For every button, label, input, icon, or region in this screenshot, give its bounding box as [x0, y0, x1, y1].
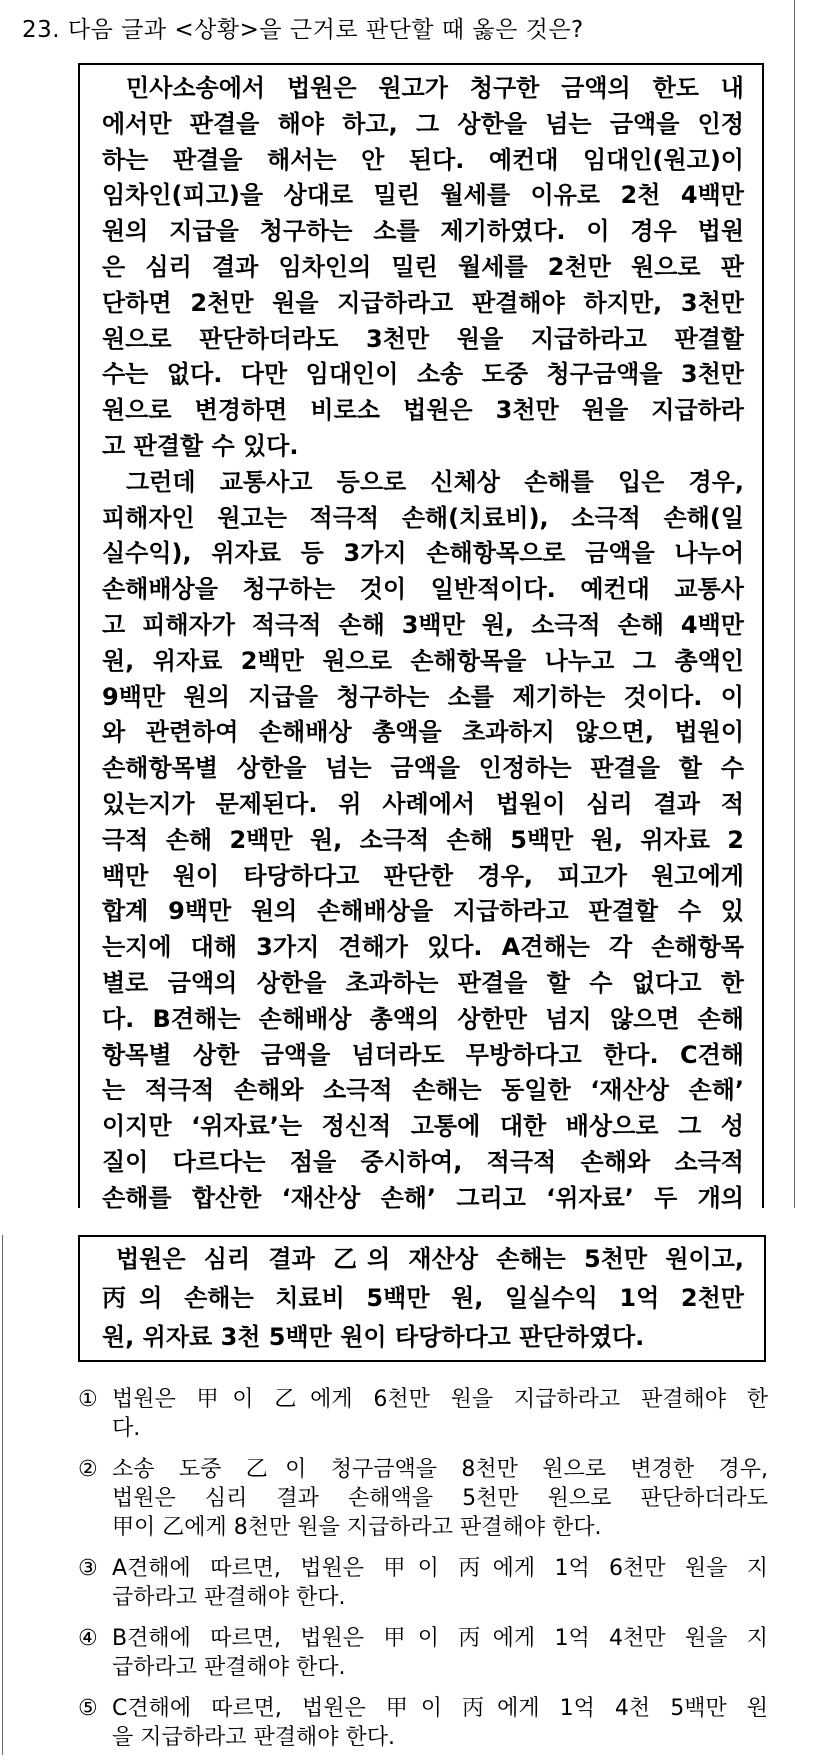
answer-option-2[interactable]: [78, 1455, 768, 1542]
answer-option-4[interactable]: [78, 1624, 768, 1682]
passage-line: 수는 없다. 다만 임대인이 소송 도중 청구금액을 3천만: [102, 360, 744, 389]
passage-line: 손해항목별 상한을 넘는 금액을 인정하는 판결을 할 수: [102, 754, 744, 783]
passage-line: 합계 9백만 원의 손해배상을 지급하라고 판결할 수 있: [102, 897, 744, 926]
passage-line: 고 피해자가 적극적 손해 3백만 원, 소극적 손해 4백만: [102, 610, 744, 639]
passage-line: 백만 원이 타당하다고 판단한 경우, 피고가 원고에게: [102, 861, 744, 890]
option-text-line: 소송 도중 乙이 청구금액을 8천만 원으로 변경한 경우,: [112, 1457, 768, 1482]
option-number: ⑤: [78, 1696, 98, 1721]
passage-line: 별로 금액의 상한을 초과하는 판결을 할 수 없다고 한: [102, 968, 744, 997]
passage-line: 피해자인 원고는 적극적 손해(치료비), 소극적 손해(일: [102, 503, 744, 532]
passage-line: 는지에 대해 3가지 견해가 있다. A견해는 각 손해항목: [102, 933, 744, 962]
option-text-line: 甲이 乙에게 8천만 원을 지급하라고 판결해야 한다.: [112, 1515, 602, 1540]
passage-line: 항목별 상한 금액을 넘더라도 무방하다고 한다. C견해: [102, 1040, 744, 1069]
answer-options: [78, 1385, 768, 1764]
passage-box: [78, 63, 764, 1212]
passage-line: 극적 손해 2백만 원, 소극적 손해 5백만 원, 위자료 2: [102, 825, 744, 854]
passage-line: 고 판결할 수 있다.: [102, 431, 299, 460]
passage-line: 손해를 합산한 ‘재산상 손해’ 그리고 ‘위자료’ 두 개의: [102, 1183, 744, 1212]
passage-line: 9백만 원의 지급을 청구하는 소를 제기하는 것이다. 이: [102, 682, 744, 711]
passage-line: 원으로 판단하더라도 3천만 원을 지급하라고 판결할: [102, 324, 744, 353]
situation-line: 법원은 심리 결과 乙의 재산상 손해는 5천만 원이고,: [116, 1245, 744, 1273]
passage-line: 임차인(피고)을 상대로 밀린 월세를 이유로 2천 4백만: [102, 181, 744, 210]
situation-line: 丙의 손해는 치료비 5백만 원, 일실수익 1억 2천만: [102, 1284, 744, 1312]
answer-option-5[interactable]: [78, 1694, 768, 1752]
option-number: ④: [78, 1626, 98, 1651]
passage-line: 와 관련하여 손해배상 총액을 초과하지 않으면, 법원이: [102, 718, 744, 747]
passage-line: 다. B견해는 손해배상 총액의 상한만 넘지 않으면 손해: [102, 1004, 744, 1033]
answer-option-1[interactable]: [78, 1385, 768, 1443]
column-divider-line: [2, 1235, 3, 1755]
passage-line: 있는지가 문제된다. 위 사례에서 법원이 심리 결과 적: [102, 789, 744, 818]
option-number: ②: [78, 1457, 98, 1482]
passage-line: 실수익), 위자료 등 3가지 손해항목으로 금액을 나누어: [102, 539, 744, 568]
passage-line: 손해배상을 청구하는 것이 일반적이다. 예컨대 교통사: [102, 575, 744, 604]
situation-text: [102, 1240, 744, 1357]
option-text-line: 급하라고 판결해야 한다.: [112, 1585, 346, 1610]
passage-line: 하는 판결을 해서는 안 된다. 예컨대 임대인(원고)이: [102, 145, 744, 174]
question-title: 23. 다음 글과 <상황>을 근거로 판단할 때 옳은 것은?: [22, 17, 584, 43]
option-text-line: 다.: [112, 1416, 141, 1441]
passage-line: 그런데 교통사고 등으로 신체상 손해를 입은 경우,: [126, 467, 744, 496]
option-text-line: 급하라고 판결해야 한다.: [112, 1655, 346, 1680]
option-text-line: 법원은 심리 결과 손해액을 5천만 원으로 판단하더라도: [112, 1486, 768, 1511]
passage-line: 는 적극적 손해와 소극적 손해는 동일한 ‘재산상 손해’: [102, 1076, 744, 1105]
option-text-line: 을 지급하라고 판결해야 한다.: [112, 1725, 395, 1750]
passage-line: 원의 지급을 청구하는 소를 제기하였다. 이 경우 법원: [102, 217, 744, 246]
passage-line: 단하면 2천만 원을 지급하라고 판결해야 하지만, 3천만: [102, 288, 744, 317]
passage-text: [102, 71, 744, 1217]
situation-line: 원, 위자료 3천 5백만 원이 타당하다고 판단하였다.: [102, 1323, 645, 1351]
passage-line: 이지만 ‘위자료’는 정신적 고통에 대한 배상으로 그 성: [102, 1112, 744, 1141]
passage-line: 원으로 변경하면 비로소 법원은 3천만 원을 지급하라: [102, 396, 744, 425]
answer-option-3[interactable]: [78, 1554, 768, 1612]
passage-line: 원, 위자료 2백만 원으로 손해항목을 나누고 그 총액인: [102, 646, 744, 675]
passage-line: 은 심리 결과 임차인의 밀린 월세를 2천만 원으로 판: [102, 252, 744, 281]
column-divider-line: [794, 0, 795, 1208]
passage-line: 에서만 판결을 해야 하고, 그 상한을 넘는 금액을 인정: [102, 109, 744, 138]
option-text-line: 법원은 甲이 乙에게 6천만 원을 지급하라고 판결해야 한: [112, 1387, 768, 1412]
passage-line: 민사소송에서 법원은 원고가 청구한 금액의 한도 내: [126, 74, 744, 102]
passage-line: 질이 다르다는 점을 중시하여, 적극적 손해와 소극적: [102, 1147, 744, 1176]
option-text-line: C견해에 따르면, 법원은 甲이 丙에게 1억 4천 5백만 원: [112, 1696, 768, 1721]
option-number: ③: [78, 1556, 98, 1581]
option-text-line: A견해에 따르면, 법원은 甲이 丙에게 1억 6천만 원을 지: [112, 1556, 768, 1581]
situation-box: [78, 1235, 766, 1362]
option-text-line: B견해에 따르면, 법원은 甲이 丙에게 1억 4천만 원을 지: [112, 1626, 768, 1651]
option-number: ①: [78, 1387, 98, 1412]
